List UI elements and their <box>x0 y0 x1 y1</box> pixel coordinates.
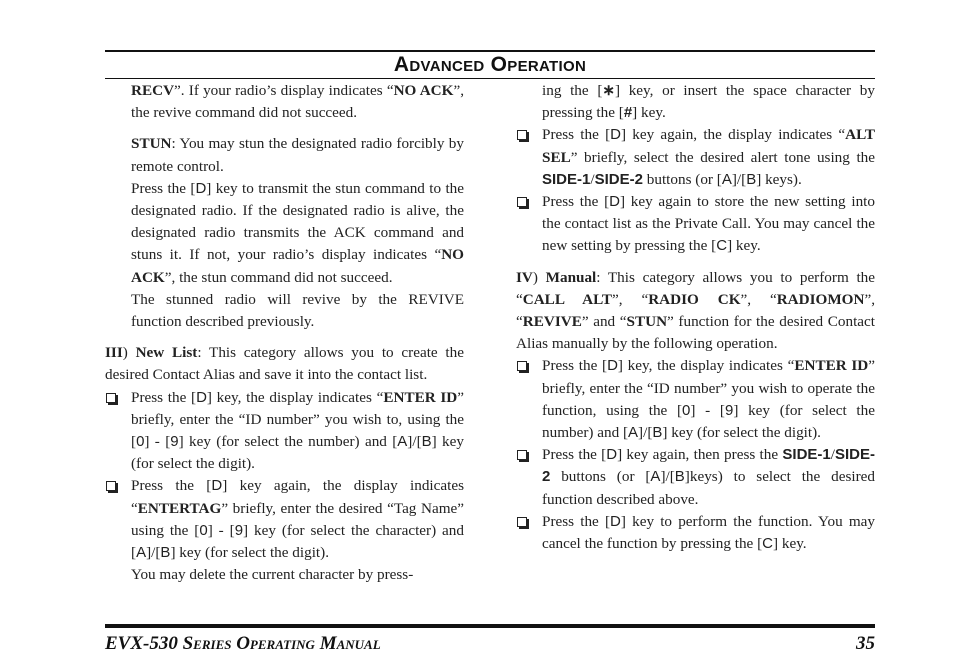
checkbox-bullet-icon <box>517 361 527 371</box>
key-d: D <box>610 126 621 144</box>
term-recv: RECV <box>131 82 175 99</box>
key-d: D <box>609 193 620 211</box>
key-c: C <box>762 535 773 553</box>
stun-detail-paragraph: Press the [D] key to transmit the stun command to the designated radio. If the designated radio is alive, the designated radio transmits the ACK command and stuns it. If not, your radio’s display indicates “NO ACK”, the stun command did not succeed. <box>131 179 464 286</box>
key-0: 0 <box>199 521 208 539</box>
checkbox-bullet-icon <box>517 130 527 140</box>
section-marker-iii: III <box>105 344 123 362</box>
key-b: B <box>160 544 171 562</box>
recv-paragraph: RECV”. If your radio’s display indicates “NO ACK”, the revive command did not succeed. <box>131 82 464 122</box>
key-b: B <box>674 468 685 486</box>
key-d: D <box>607 357 618 375</box>
key-d: D <box>211 477 223 495</box>
key-0: 0 <box>136 433 145 451</box>
right-column <box>516 80 875 555</box>
side1-button-label: SIDE-1 <box>542 170 591 188</box>
page-header-title: Advanced Operation <box>393 53 587 76</box>
key-a: A <box>721 170 732 188</box>
page-number: 35 <box>856 633 875 654</box>
term-alt-sel: ALT SEL <box>542 126 875 166</box>
checkbox-bullet-icon <box>517 197 527 207</box>
manual-paragraph: IV) Manual: This category allows you to perform the “CALL ALT”, “RADIO CK”, “RADIOMON”, “REVIVE” and “STUN” function for the desired Contact Alias manually by the following operation. <box>516 268 875 353</box>
term-stun: STUN <box>626 313 668 331</box>
key-9: 9 <box>724 401 734 419</box>
term-call-alt: CALL ALT <box>522 290 613 308</box>
checkbox-bullet-icon <box>517 517 527 527</box>
key-a: A <box>628 424 639 442</box>
checkbox-bullet-icon <box>106 393 116 403</box>
key-9: 9 <box>170 433 179 451</box>
manual-label: Manual <box>545 268 597 286</box>
section-marker-iv: IV <box>516 268 533 286</box>
checkbox-bullet-icon <box>517 450 527 460</box>
list-item: Press the [D] key again to store the new setting into the contact list as the Private Call. You may cancel the new setting by pressing the [C] key. <box>516 191 875 258</box>
term-no-ack: NO ACK <box>393 82 454 99</box>
left-column <box>105 80 464 586</box>
new-list-label: New List <box>135 344 198 362</box>
key-b: B <box>652 424 663 442</box>
term-radiomon: RADIOMON <box>776 290 865 308</box>
key-c: C <box>716 237 728 255</box>
side1-button-label: SIDE-1 <box>782 446 831 464</box>
side2-button-label: SIDE-2 <box>594 170 643 188</box>
key-b: B <box>746 170 757 188</box>
manual-title: EVX-530 Series Operating Manual <box>105 633 381 654</box>
key-b: B <box>421 433 432 451</box>
term-enter-id: ENTER ID <box>383 388 458 406</box>
term-no-ack: NO ACK <box>131 246 464 286</box>
header-top-rule <box>105 50 875 52</box>
list-item: Press the [D] key again, the display indicates “ALT SEL” briefly, select the desired alert tone using the SIDE-1/SIDE-2 buttons (or [A]/[B] keys). <box>516 124 875 191</box>
new-list-paragraph: III) New List: This category allows you to create the desired Contact Alias and save it into the contact list. <box>105 344 464 384</box>
list-item: Press the [D] key, the display indicates “ENTER ID” briefly, enter the “ID number” you wish to, using the [0] - [9] key (for select the number) and [A]/[B] key (for select the digit). <box>105 387 464 476</box>
side2-button-label: SIDE-2 <box>542 446 875 486</box>
star-key-icon: ∗ <box>602 82 615 99</box>
key-0: 0 <box>682 401 691 419</box>
term-entertag: ENTERTAG <box>137 499 222 517</box>
key-d: D <box>610 512 621 530</box>
term-revive: REVIVE <box>522 313 582 331</box>
list-item: Press the [D] key to perform the function. You may cancel the function by pressing the [C] key. <box>516 511 875 555</box>
key-a: A <box>650 468 661 486</box>
delete-char-paragraph: You may delete the current character by press- <box>131 566 414 584</box>
stun-revive-paragraph: The stunned radio will revive by the REVIVE function described previously. <box>131 290 464 331</box>
list-item: Press the [D] key, the display indicates “ENTER ID” briefly, enter the “ID number” you wish to operate the function, using the [0] - [9] key (for select the number) and [A]/[B] key (for select the digit). <box>516 355 875 444</box>
key-a: A <box>136 544 147 562</box>
term-enter-id: ENTER ID <box>794 357 869 375</box>
stun-label: STUN <box>131 135 172 153</box>
key-9: 9 <box>234 521 244 539</box>
key-d: D <box>195 179 207 197</box>
term-radio-ck: RADIO CK <box>648 290 741 308</box>
key-d: D <box>196 388 207 406</box>
list-item: Press the [D] key again, then press the SIDE-1/SIDE-2 buttons (or [A]/[B]keys) to select the desired function described above. <box>516 444 875 511</box>
stun-paragraph: STUN: You may stun the designated radio forcibly by remote control. <box>131 135 464 175</box>
continuation-paragraph: ing the [∗] key, or insert the space character by pressing the [#] key. <box>542 82 875 122</box>
hash-key-icon: # <box>623 104 633 122</box>
key-a: A <box>397 433 408 451</box>
header-bottom-rule <box>105 78 875 79</box>
list-item: Press the [D] key again, the display indicates “ENTERTAG” briefly, enter the desired “Tag Name” using the [0] - [9] key (for select the character) and [A]/[B] key (for select the digit). <box>105 475 464 564</box>
key-d: D <box>606 446 618 464</box>
footer-rule <box>105 624 875 628</box>
checkbox-bullet-icon <box>106 481 116 491</box>
